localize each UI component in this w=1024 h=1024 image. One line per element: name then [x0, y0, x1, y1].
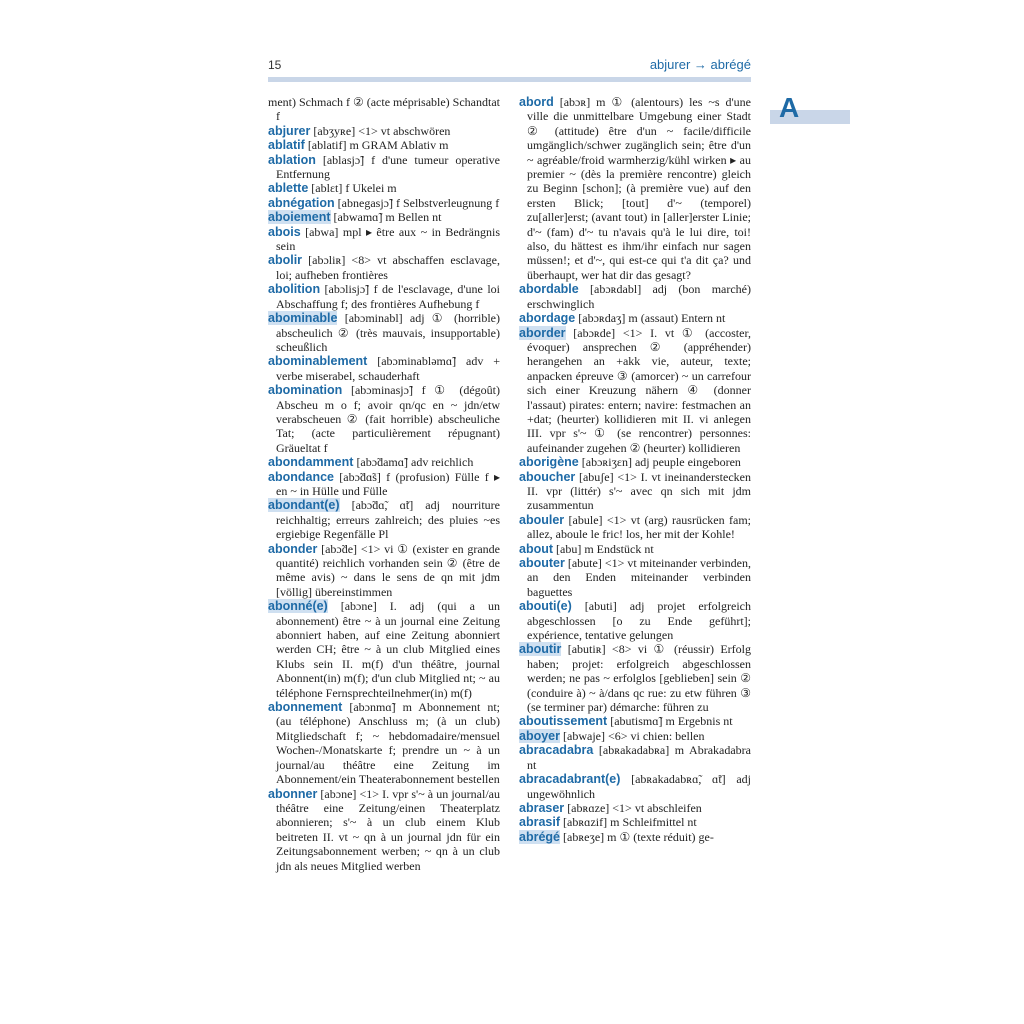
entry-headword: abondant(e) [268, 498, 340, 513]
dictionary-entry [268, 599, 500, 700]
entry-definition: [abute] <1> vt miteinander verbinden, an den Enden miteinander verbinden baguettes [527, 556, 751, 599]
entry-definition: [abwamɑ̃] m Bellen nt [330, 210, 442, 225]
entry-definition: [abwaje] <6> vi chien: bellen [560, 728, 705, 743]
entry-headword: abrasif [519, 815, 560, 830]
dictionary-entry [268, 498, 500, 541]
dictionary-entry [519, 830, 751, 844]
entry-headword: abois [268, 224, 301, 239]
entry-headword: abord [519, 95, 554, 109]
entry-definition: [abutismɑ̃] m Ergebnis nt [607, 714, 733, 729]
entry-headword: aborder [519, 325, 566, 340]
entry-definition: [abʀɑze] <1> vt abschleifen [564, 800, 702, 815]
dictionary-entry [519, 556, 751, 599]
entry-headword: abouler [519, 512, 565, 527]
entry-headword: aboutissement [519, 714, 608, 729]
right-column [519, 95, 751, 844]
entry-definition: [abɔʀ] m ① (alentours) les ~s d'une ville die unmittelbare Umgebung einer Stadt ② (attitude) être d'un ~ facile/difficile umgänglich/schwer zugänglich sein; être d'un ~ agréable/froid warmherzig/kühl wirken ▸ au premier ~ (dès la première rencontre) gleich zu Beginn [schon]; (à première vue) auf den ersten Blick; [tout] d'~ (temporel) zu[aller]erst; (avant tout) in [aller]erster Linie; d'~ (fam) d'~ tu n'avais qu'à le lui dire, toi! also, du hättest es ihm/ihr einfach nur sagen müssen!; et d'~, qui est-ce qui t'a dit ça? und überhaupt, wer hat dir das gesagt? [527, 95, 751, 282]
dictionary-entry [519, 455, 751, 469]
dictionary-entry [268, 787, 500, 873]
dictionary-entry [268, 383, 500, 455]
dictionary-entry [519, 282, 751, 311]
entry-definition: [abɔʀdaʒ] m (assaut) Entern nt [575, 311, 726, 326]
entry-headword: abondance [268, 469, 334, 484]
entry-headword: abonder [268, 541, 318, 556]
entry-headword: aboiement [268, 210, 331, 225]
dictionary-entry [268, 455, 500, 469]
entry-headword: about [519, 541, 554, 556]
entry-headword: abordable [519, 282, 579, 297]
entry-definition: [abɔminasjɔ̃] f ① (dégoût) Abscheu m o f; avoir qn/qc en ~ jdn/etw verabscheuen ② (fait horrible) abscheuliche Tat; (acte particulièrement répugnant) Gräueltat f [276, 383, 500, 455]
entry-definition: [abuʃe] <1> I. vt ineinanderstecken II. vpr (littér) s'~ avec qn sich mit jdm zusammentun [527, 469, 751, 513]
entry-definition: [abɔ̃dɑ̃s] f (profusion) Fülle f ▸ en ~ in Hülle und Fülle [276, 469, 500, 498]
entry-definition: [abɔ̃damɑ̃] adv reichlich [353, 455, 474, 470]
dictionary-entry [268, 210, 500, 224]
entry-definition: [abɔ̃de] <1> vi ① (exister en grande quantité) reichlich vorhanden sein ② (être de même avis) ~ dans le sens de qn mit jdm [völlig] übereinstimmen [276, 541, 500, 599]
entry-headword: abominable [268, 311, 338, 326]
entry-definition: [abɔminabləmɑ̃] adv + verbe miserabel, schauderhaft [276, 354, 500, 383]
entry-definition: [abɔne] I. adj (qui a un abonnement) être ~ à un journal eine Zeitung abonniert haben, auf eine Zeitung abonniert werden CH; être ~ à un club Mitglied eines Klubs sein II. m(f) d'un théâtre, journal Abonnent(in) m(f); d'un club Mitglied nt; ~ au téléphone Fernsprechteilnehmer(in) m(f) [276, 599, 500, 700]
dictionary-entry [268, 153, 500, 182]
page-header [268, 58, 751, 76]
entry-headword: aboyer [519, 728, 560, 743]
dictionary-entry [519, 311, 751, 325]
entry-definition: [abʀakadabʀɑ̃, ɑ̃t] adj ungewöhnlich [527, 772, 751, 801]
dictionary-entry [268, 470, 500, 499]
entry-headword: ablation [268, 152, 316, 167]
page-number: 15 [268, 58, 282, 72]
entry-headword: abraser [519, 800, 565, 815]
entry-headword: abnégation [268, 195, 335, 210]
dictionary-entry [268, 311, 500, 354]
entry-definition: [abu] m Endstück nt [553, 541, 654, 556]
dictionary-entry [519, 801, 751, 815]
entry-definition: [abɔʀiʒɛn] adj peuple eingeboren [578, 455, 741, 470]
entry-headword: abolition [268, 282, 321, 297]
entry-definition: [ablasjɔ̃] f d'une tumeur operative Entfernung [276, 152, 500, 182]
entry-definition: [abɔʀdabl] adj (bon marché) erschwinglich [527, 282, 751, 311]
dictionary-entry [268, 181, 500, 195]
entry-definition: [abule] <1> vt (arg) rausrücken fam; allez, aboule le fric! los, her mit der Kohle! [527, 512, 751, 542]
dictionary-entry [519, 470, 751, 513]
entry-headword: ablatif [268, 138, 305, 153]
entry-definition: [abɔliʀ] <8> vt abschaffen esclavage, loi; aufheben frontières [276, 253, 500, 282]
entry-definition: [abnegasjɔ̃] f Selbstverleugnung f [334, 195, 500, 210]
dictionary-entry [268, 225, 500, 254]
entry-headword: aboutir [519, 642, 562, 657]
dictionary-entry [519, 714, 751, 728]
entry-definition: [ablatif] m GRAM Ablativ m [304, 138, 449, 153]
entry-definition: [abɔne] <1> I. vpr s'~ à un journal/au théâtre eine Zeitung/einen Theaterplatz abonnieren; s'~ à un club einem Klub beitreten II. vt ~ qn à un journal jdn für ein Zeitungsabonnement werben; ~ qn à un club jdn als neues Mitglied werben [276, 786, 500, 873]
dictionary-entry [519, 513, 751, 542]
thumb-index-letter: A [779, 92, 800, 123]
entry-headword: abonnement [268, 700, 343, 715]
entry-definition: [abwa] mpl ▸ être aux ~ in Bedrängnis sein [276, 224, 500, 254]
dictionary-entry [268, 700, 500, 786]
entry-headword: abjurer [268, 123, 311, 138]
entry-headword: abordage [519, 311, 576, 326]
entry-definition: [abʒyʀe] <1> vt abschwören [310, 123, 451, 138]
entry-headword: abomination [268, 383, 343, 398]
entry-headword: abouter [519, 556, 565, 570]
dictionary-entry [268, 354, 500, 383]
dictionary-entry [519, 542, 751, 556]
entry-definition: [abɔminabl] adj ① (horrible) abscheulich ② (très mauvais, insupportable) scheußlich [276, 311, 500, 354]
entry-definition: [abʀɑzif] m Schleifmittel nt [560, 815, 697, 830]
entry-headword: abolir [268, 253, 303, 268]
entry-headword: aboucher [519, 469, 576, 484]
dictionary-entry [519, 95, 751, 282]
entry-definition: [ablɛt] f Ukelei m [308, 181, 397, 196]
entry-definition: [abɔʀde] <1> I. vt ① (accoster, évoquer) ansprechen ② (appréhender) herangehen an +akk vie, auteur, texte; anpacken épreuve ③ (amorcer) ~ un carrefour sich einer Kreuzung nähern ④ (donner l'assaut) pirates: entern; navire: festmachen an +dat; (heurter) kollidieren mit II. vi anlegen III. vpr s'~ ① (se rencontrer) personnes: aufeinander zugehen ② (heurter) kollidieren [527, 325, 751, 455]
entry-headword: abouti(e) [519, 599, 572, 614]
dictionary-entry [268, 282, 500, 311]
dictionary-entry [519, 815, 751, 829]
entry-headword: abonné(e) [268, 599, 328, 614]
header-rule [268, 77, 751, 82]
dictionary-entry [519, 772, 751, 801]
entry-headword: ablette [268, 181, 309, 196]
entry-definition: [abɔ̃dɑ̃, ɑ̃t] adj nourriture reichhaltig; erreurs zahlreich; des pluies ~es ergiebige Regenfälle Pl [276, 498, 500, 542]
dictionary-entry [268, 542, 500, 600]
entry-headword: abonner [268, 786, 318, 801]
dictionary-entry [268, 95, 500, 124]
entry-definition: [abʀeʒe] m ① (texte réduit) ge- [560, 829, 714, 844]
left-column [268, 95, 500, 873]
dictionary-entry [519, 326, 751, 456]
dictionary-entry [268, 196, 500, 210]
dictionary-entry [519, 743, 751, 772]
dictionary-entry [519, 642, 751, 714]
entry-headword: abracadabrant(e) [519, 772, 621, 787]
dictionary-entry [268, 253, 500, 282]
entry-headword: aborigène [519, 455, 579, 470]
entry-definition: [abɔlisjɔ̃] f de l'esclavage, d'une loi Abschaffung f; des frontières Aufhebung f [276, 282, 500, 311]
entry-definition: [abuti] adj projet erfolgreich abgeschlossen [o zu Ende geführt]; expérience, tentative gelungen [527, 599, 751, 643]
entry-definition: ment) Schmach f ② (acte méprisable) Schandtat f [268, 95, 501, 124]
dictionary-entry [268, 124, 500, 138]
entry-headword: abominablement [268, 354, 368, 369]
dictionary-entry [519, 729, 751, 743]
entry-headword: abrégé [519, 829, 560, 844]
dictionary-entry [268, 138, 500, 152]
entry-headword: abondamment [268, 455, 354, 470]
running-head: abjurer → abrégé [649, 57, 751, 72]
entry-headword: abracadabra [519, 743, 594, 758]
dictionary-entry [519, 599, 751, 642]
entry-definition: [abʀakadabʀa] m Abrakadabra nt [527, 743, 751, 772]
entry-definition: [abɔnmɑ̃] m Abonnement nt; (au téléphone) Anschluss m; (à un club) Mitgliedschaft f; ~ hebdomadaire/mensuel Wochen-/Monatskarte f; prendre un ~ à un journal/au théâtre eine Zeitung im Abonnement/ein Theaterabonnement bestellen [276, 700, 500, 787]
entry-definition: [abutiʀ] <8> vi ① (réussir) Erfolg haben; projet: erfolgreich abgeschlossen werden; ne pas ~ erfolglos [geblieben] sein ② (conduire à) ~ à/dans qc rue: zu etw führen ③ (se terminer par) démarche: führen zu [527, 642, 751, 715]
